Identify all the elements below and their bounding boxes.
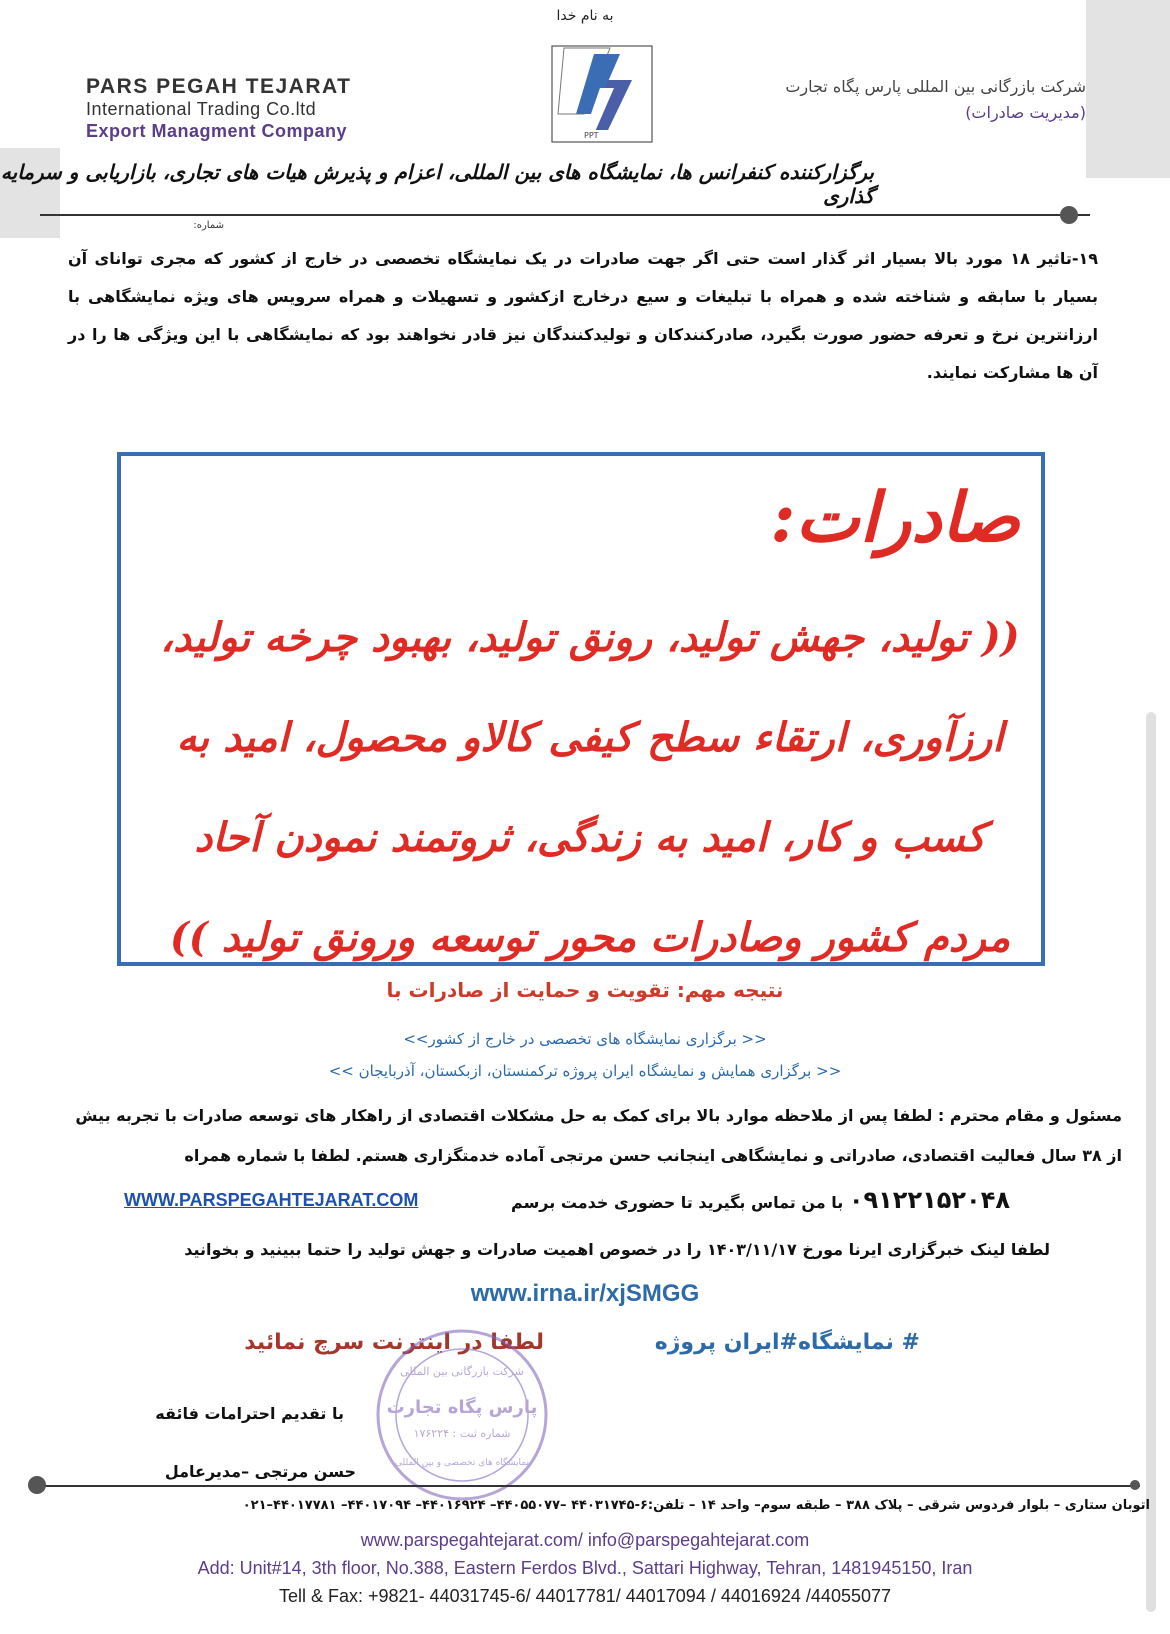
exports-title: صادرات: xyxy=(770,478,1020,558)
english-company-name xyxy=(86,76,351,142)
company-name-line: Export Managment Company xyxy=(86,121,348,141)
exports-body: (( تولید، جهش تولید، رونق تولید، بهبود چرخه تولید، ارزآوری، ارتقاء سطح کیفی کالاو محصول، امید به کسب و کار، امید به زندگی، ثروتمند نمودن آحاد مردم کشور وصادرات محور توسعه ورونق تولید )) xyxy=(160,614,1020,961)
intro-paragraph: ۱۹-تاثیر ۱۸ مورد بالا بسیار اثر گذار است حتی اگر جهت صادرات در یک نمایشگاه تخصصی در خارج از کشور که مجری توانای آن بسیار با سابقه و شناخته شده و همراه با تبلیغات و سیع درخارج ازکشور و تسهیلات و همراه سرویس های ویژه نمایشگاهی با ارزانترین نرخ و تعرفه حضور صورت بگیرد، صادرکنندکان و تولیدکنندگان نیز قادر نخواهند بود که نمایشگاهی با این ویژگی ها را در آن ها مشارکت نمایند. xyxy=(68,249,1099,382)
stamp-text: شماره ثبت : ۱۷۶۲۲۴ xyxy=(413,1427,511,1440)
phone-line xyxy=(511,1186,1010,1214)
signature-name: حسن مرتجی –مدیرعامل xyxy=(164,1462,356,1481)
company-department-fa: (مدیریت صادرات) xyxy=(965,103,1086,122)
result-heading: نتیجه مهم: تقویت و حمایت از صادرات با xyxy=(386,978,784,1002)
footer-divider xyxy=(40,1485,1140,1487)
phone-number[interactable]: ۰۹۱۲۲۱۵۲۰۴۸ xyxy=(848,1186,1010,1214)
footer-web-email[interactable]: www.parspegahtejarat.com/ info@parspegahtejarat.com xyxy=(360,1530,810,1550)
irna-note: لطفا لینک خبرگزاری ایرنا مورخ ۱۴۰۳/۱۱/۱۷ را در خصوص اهمیت صادرات و جهش تولید را حتما ببینید و بخوانید xyxy=(184,1240,1050,1259)
closing-regards: با تقدیم احترامات فائقه xyxy=(155,1404,344,1423)
header-gray-block-right xyxy=(1086,0,1170,178)
website-link[interactable]: WWW.PARSPEGAHTEJARAT.COM xyxy=(124,1190,419,1210)
scrollbar[interactable] xyxy=(1146,712,1156,1612)
company-stamp xyxy=(372,1325,552,1505)
irna-link[interactable]: www.irna.ir/xjSMGG xyxy=(470,1280,700,1307)
request-paragraph: مسئول و مقام محترم : لطفا پس از ملاحظه موارد بالا برای کمک به حل مشکلات اقتصادی از راهکار های توسعه صادرات با تجربه بیش از ۳۸ سال فعالیت اقتصادی، صادراتی و نمایشگاهی اینجانب حسن مرتجی آماده خدمتگزاری هستم. لطفا با شماره همراه xyxy=(75,1106,1122,1165)
company-name-line: International Trading Co.ltd xyxy=(86,99,317,119)
stamp-text: نمایشگاه های تخصصی و بین المللی xyxy=(395,1458,529,1468)
exhibition-item: << برگزاری همایش و نمایشگاه ایران پروژه ترکمنستان، ازبکستان، آذربایجان >> xyxy=(328,1062,842,1080)
search-note: لطفا در اینترنت سرچ نمائید xyxy=(244,1330,544,1355)
footer-phone: Tell & Fax: +9821- 44031745-6/ 44017781/ 44017094 / 44016924 /44055077 xyxy=(278,1586,892,1606)
persian-company-name xyxy=(785,74,1086,126)
bismillah: به نام خدا xyxy=(556,8,614,24)
header-divider-dot xyxy=(1060,206,1078,224)
logo-text: PPT xyxy=(584,131,599,140)
letter-number-label: شماره: xyxy=(193,220,224,231)
stamp-text: پارس پگاه تجارت xyxy=(386,1397,538,1418)
phone-line-text: با من تماس بگیرید تا حضوری خدمت برسم xyxy=(511,1193,844,1212)
stamp-text: شرکت بازرگانی بین المللی xyxy=(400,1365,524,1378)
header-divider xyxy=(40,214,1090,216)
company-name-fa: شرکت بازرگانی بین المللی پارس پگاه تجارت xyxy=(785,77,1086,96)
company-logo xyxy=(550,44,654,144)
footer-divider-dot xyxy=(1130,1480,1140,1490)
footer-address-en: Add: Unit#14, 3th floor, No.388, Eastern Ferdos Blvd., Sattari Highway, Tehran, 1481945150, Iran xyxy=(197,1558,973,1578)
company-tagline: برگزارکننده کنفرانس ها، نمایشگاه های بین المللی، اعزام و پذیرش هیات های تجاری، بازاریابی و سرمایه گذاری xyxy=(0,160,874,208)
footer-address-fa: اتوبان ستاری – بلوار فردوس شرقی – پلاک ۳۸۸ – طبقه سوم– واحد ۱۴ – تلفن:۶-۴۴۰۳۱۷۴۵ –۴۴۰۵۵۰۷۷– ۴۴۰۱۶۹۲۴– ۴۴۰۱۷۰۹۴– ۴۴۰۱۷۷۸۱–۰۲۱ xyxy=(242,1498,1150,1513)
company-name-line: PARS PEGAH TEJARAT xyxy=(86,75,352,98)
footer-divider-dot xyxy=(28,1476,46,1494)
hashtag-text: # نمایشگاه#ایران پروژه xyxy=(654,1330,920,1355)
exhibition-item: << برگزاری نمایشگاه های تخصصی در خارج از کشور>> xyxy=(403,1030,767,1048)
